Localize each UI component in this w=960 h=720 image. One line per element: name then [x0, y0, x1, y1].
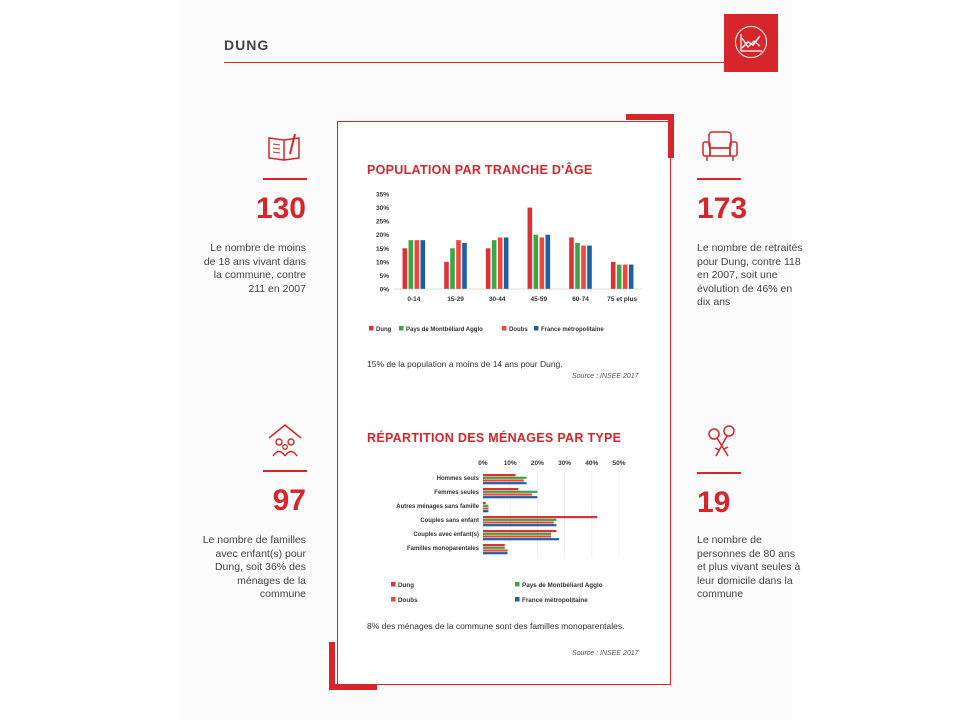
bar-3: [587, 246, 592, 289]
y-tick-label: Hommes seuls: [436, 476, 479, 482]
bar-2: [415, 240, 420, 289]
y-tick-label: 20%: [375, 232, 389, 240]
bar-2: [581, 246, 586, 289]
stat-number-retirees: 173: [697, 192, 748, 225]
bar-2: [540, 237, 545, 289]
bar-2: [623, 265, 628, 289]
bar-1: [575, 243, 580, 289]
chart-source-households: Source : INSEE 2017: [572, 650, 639, 657]
stat-desc-elderly-alone: Le nombre de personnes de 80 ans et plus vivant seules à leur domicile dans la commune: [697, 534, 801, 600]
bar-1: [409, 240, 414, 289]
x-tick-label: 15-29: [447, 296, 464, 303]
age-bar-chart: [357, 186, 657, 336]
legend-swatch: [391, 597, 396, 602]
bar-2: [483, 507, 488, 509]
legend-swatch: [534, 326, 539, 331]
x-tick-label: 40%: [585, 460, 599, 467]
y-tick-label: Familles monoparentales: [406, 546, 479, 552]
chart-title-age: POPULATION PAR TRANCHE D'ÂGE: [367, 163, 593, 177]
bar-1: [483, 547, 505, 549]
y-tick-label: 30%: [375, 205, 389, 213]
y-tick-label: Autres ménages sans famille: [396, 504, 479, 510]
bar-1: [534, 235, 539, 289]
y-tick-label: 25%: [375, 218, 389, 226]
bar-2: [483, 549, 507, 551]
stat-desc-retirees: Le nombre de retraités pour Dung, contre 118 en 2007, soit une évolution de 46% en dix ans: [697, 242, 803, 308]
bar-3: [483, 482, 527, 484]
legend-label: Doubs: [398, 597, 418, 604]
legend-swatch: [515, 597, 520, 602]
stat-number-minors: 130: [255, 192, 306, 225]
y-tick-label: 10%: [375, 259, 389, 267]
x-tick-label: 75 et plus: [607, 296, 638, 303]
legend-swatch: [515, 582, 520, 587]
y-tick-label: Couples sans enfant: [420, 518, 479, 524]
legend-swatch: [399, 326, 404, 331]
bar-3: [483, 538, 559, 540]
bar-3: [462, 243, 467, 289]
bar-0: [483, 488, 518, 490]
x-tick-label: 45-59: [530, 296, 548, 303]
bar-1: [492, 240, 497, 289]
chart-analysis-icon: [724, 14, 778, 72]
stat-divider: [263, 470, 307, 472]
bar-3: [629, 265, 634, 289]
bar-1: [483, 491, 537, 493]
y-tick-label: 5%: [379, 272, 389, 280]
x-tick-label: 60-74: [572, 296, 589, 303]
book-icon: [265, 128, 305, 168]
page-title: DUNG: [224, 37, 270, 53]
bar-1: [617, 265, 622, 289]
stat-number-families: 97: [272, 484, 306, 517]
y-tick-label: Femmes seules: [434, 490, 479, 496]
bar-2: [483, 479, 524, 481]
households-bar-chart: [357, 456, 657, 606]
legend-swatch: [369, 326, 374, 331]
bar-1: [483, 505, 488, 507]
y-tick-label: 35%: [375, 191, 389, 199]
bar-2: [483, 535, 551, 537]
x-tick-label: 10%: [503, 460, 517, 467]
bar-0: [486, 248, 491, 289]
y-tick-label: Couples avec enfant(s): [413, 532, 479, 538]
family-house-icon: [265, 420, 305, 460]
bar-3: [483, 496, 537, 498]
bar-2: [498, 237, 503, 289]
header-divider: [224, 62, 778, 63]
bar-0: [403, 248, 408, 289]
x-tick-label: 30%: [558, 460, 572, 467]
legend-label: Doubs: [509, 327, 528, 333]
legend-label: Dung: [376, 327, 392, 333]
card-corner-accent: [626, 114, 674, 158]
stat-divider: [263, 178, 307, 180]
bar-3: [421, 240, 426, 289]
bar-0: [528, 208, 533, 289]
keys-icon: [702, 422, 742, 462]
stat-number-elderly-alone: 19: [697, 486, 731, 519]
bar-1: [483, 519, 556, 521]
legend-label: France métropolitaine: [522, 597, 588, 604]
bar-0: [569, 237, 574, 289]
bar-3: [483, 524, 556, 526]
chart-title-households: RÉPARTITION DES MÉNAGES PAR TYPE: [367, 431, 622, 445]
chart-note-households: 8% des ménages de la commune sont des familles monoparentales.: [367, 621, 625, 631]
bar-3: [483, 510, 488, 512]
stat-desc-families: Le nombre de familles avec enfant(s) pour Dung, soit 36% des ménages de la commune: [202, 534, 306, 600]
bar-1: [483, 533, 551, 535]
y-tick-label: 15%: [375, 245, 389, 253]
bar-3: [483, 552, 507, 554]
legend-label: Pays de Montbéliard Agglo: [522, 582, 603, 589]
y-tick-label: 0%: [379, 286, 389, 294]
legend-swatch: [391, 582, 396, 587]
bar-2: [483, 493, 532, 495]
bar-3: [504, 237, 509, 289]
card-corner-accent: [329, 642, 377, 690]
bar-1: [450, 248, 455, 289]
x-tick-label: 0%: [478, 460, 488, 467]
stat-desc-minors: Le nombre de moins de 18 ans vivant dans la commune, contre 211 en 2007: [203, 242, 306, 295]
bar-3: [546, 235, 551, 289]
bar-0: [483, 502, 486, 504]
bar-0: [611, 262, 616, 289]
armchair-icon: [700, 126, 740, 166]
stat-divider: [697, 178, 741, 180]
x-tick-label: 20%: [530, 460, 544, 467]
legend-label: Pays de Montbéliard Agglo: [406, 327, 483, 333]
bar-2: [456, 240, 461, 289]
legend-swatch: [502, 326, 507, 331]
stat-divider: [697, 472, 741, 474]
bar-1: [483, 477, 527, 479]
bar-0: [483, 474, 516, 476]
chart-source-age: Source : INSEE 2017: [572, 373, 639, 380]
x-tick-label: 30-44: [488, 296, 506, 303]
bar-0: [483, 544, 505, 546]
bar-0: [444, 262, 449, 289]
legend-label: Dung: [398, 582, 415, 589]
x-tick-label: 0-14: [407, 296, 421, 303]
bar-0: [483, 530, 556, 532]
legend-label: France métropolitaine: [541, 327, 604, 333]
bar-0: [483, 516, 597, 518]
bar-2: [483, 521, 554, 523]
x-tick-label: 50%: [612, 460, 626, 467]
chart-note-age: 15% de la population a moins de 14 ans pour Dung.: [367, 359, 563, 369]
